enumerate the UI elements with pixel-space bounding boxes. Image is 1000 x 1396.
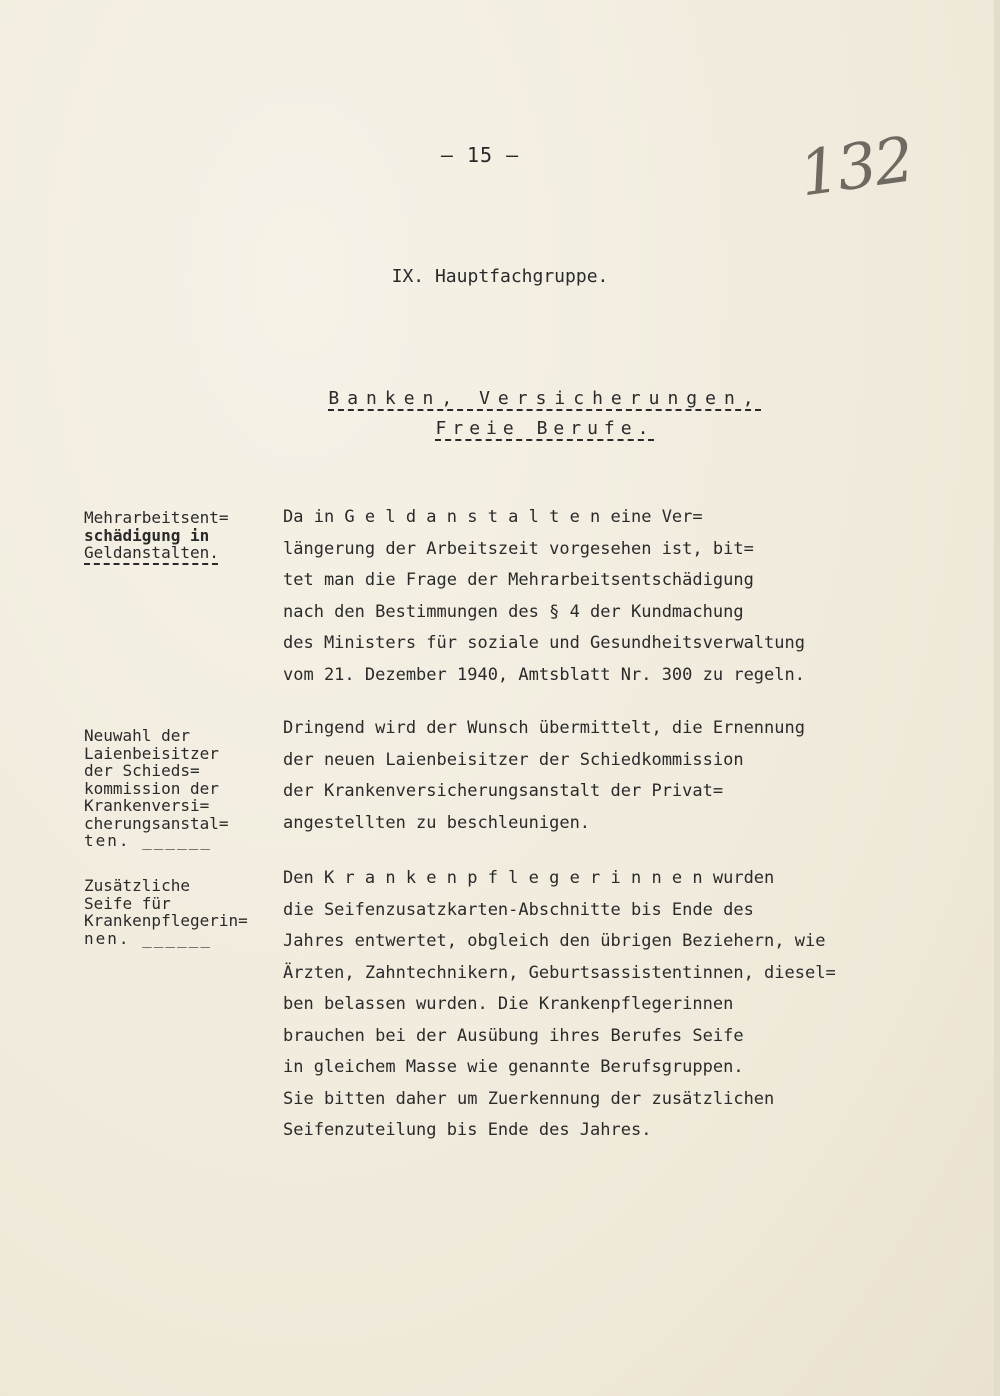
margin-note-line: Seife für	[84, 893, 171, 913]
text-line: Sie bitten daher um Zuerkennung der zusätzlichen	[283, 1088, 775, 1109]
margin-note-line: Neuwahl der	[84, 726, 190, 745]
margin-note-line: Krankenpflegerin=	[84, 911, 248, 930]
text-line: vom 21. Dezember 1940, Amtsblatt Nr. 300 zu regeln.	[283, 664, 805, 685]
margin-note-line: Laienbeisitzer	[84, 743, 219, 763]
text-line: des Ministers für soziale und Gesundheitsverwaltung	[283, 633, 805, 653]
margin-note-line: nen. ______	[84, 928, 212, 948]
document-title	[0, 384, 1000, 444]
margin-note-line: ten. ______	[84, 831, 212, 850]
margin-note-line: Mehrarbeitsent=	[84, 508, 229, 527]
text-line: der Krankenversicherungsanstalt der Privat=	[283, 781, 724, 801]
text-line: Den K r a n k e n p f l e g e r i n n e n wurden	[283, 868, 775, 888]
text-line: nach den Bestimmungen des § 4 der Kundmachung	[283, 601, 744, 622]
margin-note-overtime	[84, 509, 284, 562]
text-line: Jahres entwertet, obgleich den übrigen Beziehern, wie	[283, 931, 826, 951]
section-overtime-text	[283, 502, 943, 691]
margin-note-line: der Schieds=	[84, 761, 200, 780]
text-line: Seifenzuteilung bis Ende des Jahres.	[283, 1120, 652, 1140]
margin-note-line: schädigung in	[84, 525, 210, 545]
margin-note-line: Zusätzliche	[84, 876, 190, 895]
text-line: Ärzten, Zahntechnikern, Geburtsassistentinnen, diesel=	[283, 962, 836, 983]
margin-note-arbitration	[84, 727, 284, 850]
handwritten-folio-number: 132	[795, 122, 917, 211]
text-line: längerung der Arbeitszeit vorgesehen ist, bit=	[283, 538, 754, 559]
text-line: Dringend wird der Wunsch übermittelt, die Ernennung	[283, 718, 805, 738]
section-arbitration-text	[283, 713, 943, 839]
text-line: brauchen bei der Ausübung ihres Berufes Seife	[283, 1025, 744, 1046]
section-soap-text	[283, 863, 943, 1147]
text-line: die Seifenzusatzkarten-Abschnitte bis Ende des	[283, 899, 754, 920]
group-heading: IX. Hauptfachgruppe.	[391, 266, 609, 287]
page-number: – 15 –	[440, 143, 520, 167]
text-line: Da in G e l d a n s t a l t e n eine Ver=	[283, 507, 703, 527]
title-line-2: Freie Berufe.	[435, 418, 655, 439]
margin-note-line: Geldanstalten.	[84, 543, 219, 562]
margin-note-line: kommission der	[84, 778, 219, 798]
text-line: tet man die Frage der Mehrarbeitsentschädigung	[283, 570, 754, 590]
margin-note-line: Krankenversi=	[84, 796, 210, 815]
text-line: der neuen Laienbeisitzer der Schiedkommission	[283, 749, 744, 770]
text-line: in gleichem Masse wie genannte Berufsgruppen.	[283, 1057, 744, 1077]
text-line: ben belassen wurden. Die Krankenpflegerinnen	[283, 994, 734, 1014]
text-line: angestellten zu beschleunigen.	[283, 812, 591, 833]
title-line-1: Banken, Versicherungen,	[328, 388, 762, 409]
margin-note-line: cherungsanstal=	[84, 813, 229, 833]
margin-note-soap	[84, 877, 284, 947]
paper-edge	[994, 0, 1000, 1396]
